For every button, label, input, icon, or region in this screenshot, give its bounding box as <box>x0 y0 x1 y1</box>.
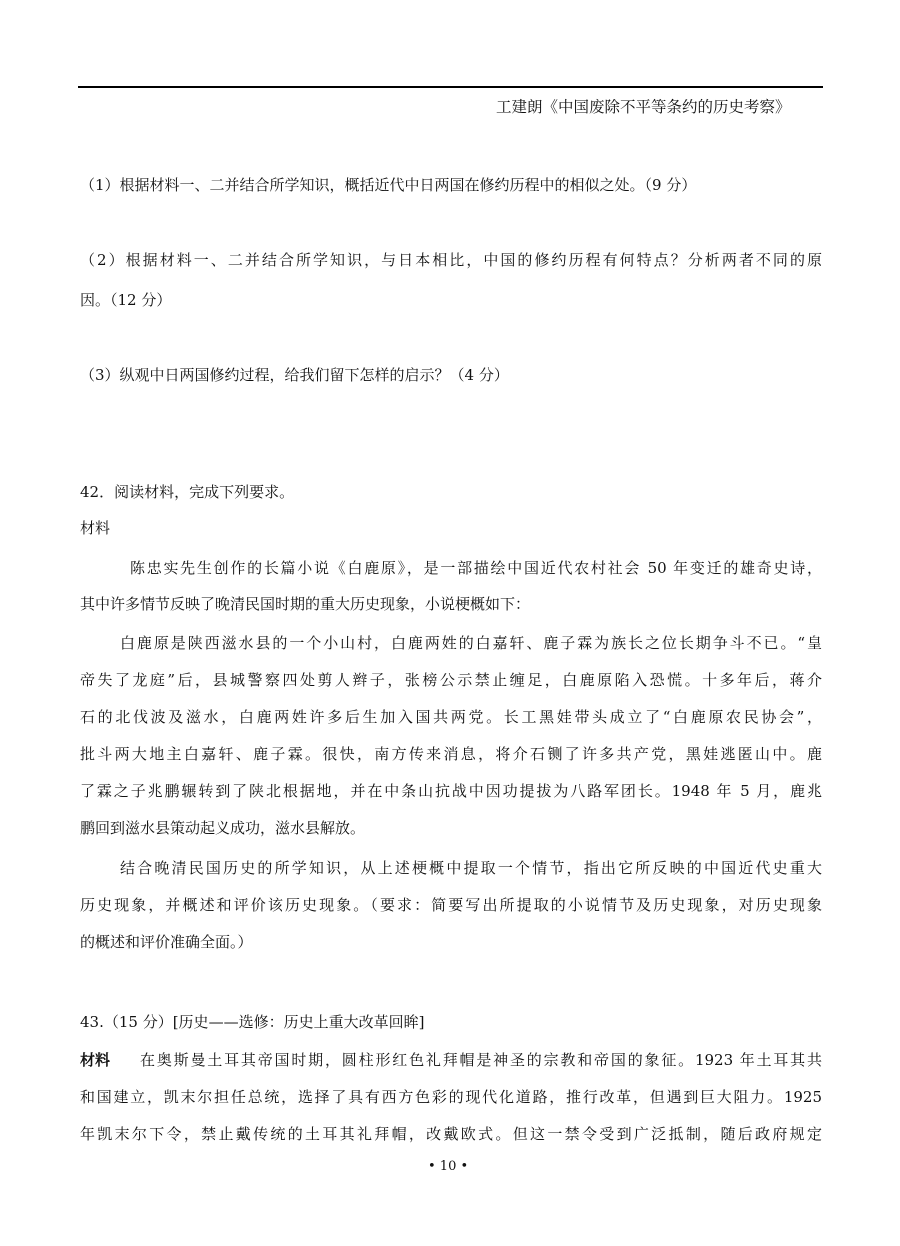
header-rule <box>78 86 823 88</box>
q42-task-line: 历史现象，并概述和评价该历史现象。（要求：简要写出所提取的小说情节及历史现象，对历史现象 <box>80 896 822 914</box>
q41-sub2-line2: 因。（12 分） <box>80 291 172 309</box>
q42-story-line: 了霖之子兆鹏辗转到了陕北根据地，并在中条山抗战中因功提拔为八路军团长。1948 年 5 月，鹿兆 <box>80 782 822 800</box>
q42-story-line: 石的北伐波及滋水，白鹿两姓许多后生加入国共两党。长工黑娃带头成立了“白鹿原农民协会”， <box>80 708 822 726</box>
q43-line: 在奥斯曼土耳其帝国时期，圆柱形红色礼拜帽是神圣的宗教和帝国的象征。1923 年土耳其共 <box>140 1051 822 1069</box>
q41-sub2-line1: （2）根据材料一、二并结合所学知识，与日本相比，中国的修约历程有何特点？分析两者不同的原 <box>80 251 822 269</box>
q42-story-line: 鹏回到滋水县策动起义成功，滋水县解放。 <box>80 819 366 837</box>
q41-sub1: （1）根据材料一、二并结合所学知识，概括近代中日两国在修约历程中的相似之处。（9 分） <box>80 176 697 194</box>
q42-story-line: 帝失了龙庭”后，县城警察四处剪人辫子，张榜公示禁止缠足，白鹿原陷入恐慌。十多年后，蒋介 <box>80 671 822 689</box>
page-number: • 10 • <box>428 1159 469 1174</box>
header-source: 工建朗《中国废除不平等条约的历史考察》 <box>496 98 791 116</box>
q41-sub3: （3）纵观中日两国修约过程，给我们留下怎样的启示？（4 分） <box>80 366 509 384</box>
q43-material-label: 材料 <box>80 1051 111 1069</box>
q42-material-label: 材料 <box>80 519 111 537</box>
q42-intro-line1: 陈忠实先生创作的长篇小说《白鹿原》，是一部描绘中国近代农村社会 50 年变迁的雄奇史诗， <box>130 559 822 577</box>
q42-task-line: 结合晚清民国历史的所学知识，从上述梗概中提取一个情节，指出它所反映的中国近代史重大 <box>120 859 822 877</box>
q42-title: 42．阅读材料，完成下列要求。 <box>80 483 295 501</box>
q43-line: 和国建立，凯末尔担任总统，选择了具有西方色彩的现代化道路，推行改革，但遇到巨大阻力。1925 <box>80 1088 822 1106</box>
q43-line: 年凯末尔下令，禁止戴传统的土耳其礼拜帽，改戴欧式。但这一禁令受到广泛抵制，随后政府规定 <box>80 1125 822 1143</box>
q42-task-line: 的概述和评价准确全面。） <box>80 933 253 951</box>
q42-story-line: 批斗两大地主白嘉轩、鹿子霖。很快，南方传来消息，将介石铡了许多共产党，黑娃逃匿山中。鹿 <box>80 745 822 763</box>
q42-story-line: 白鹿原是陕西滋水县的一个小山村，白鹿两姓的白嘉轩、鹿子霖为族长之位长期争斗不已。“皇 <box>120 634 822 652</box>
q42-intro-line2: 其中许多情节反映了晚清民国时期的重大历史现象，小说梗概如下： <box>80 595 531 613</box>
q43-title: 43.（15 分）[历史——选修：历史上重大改革回眸] <box>80 1013 425 1031</box>
